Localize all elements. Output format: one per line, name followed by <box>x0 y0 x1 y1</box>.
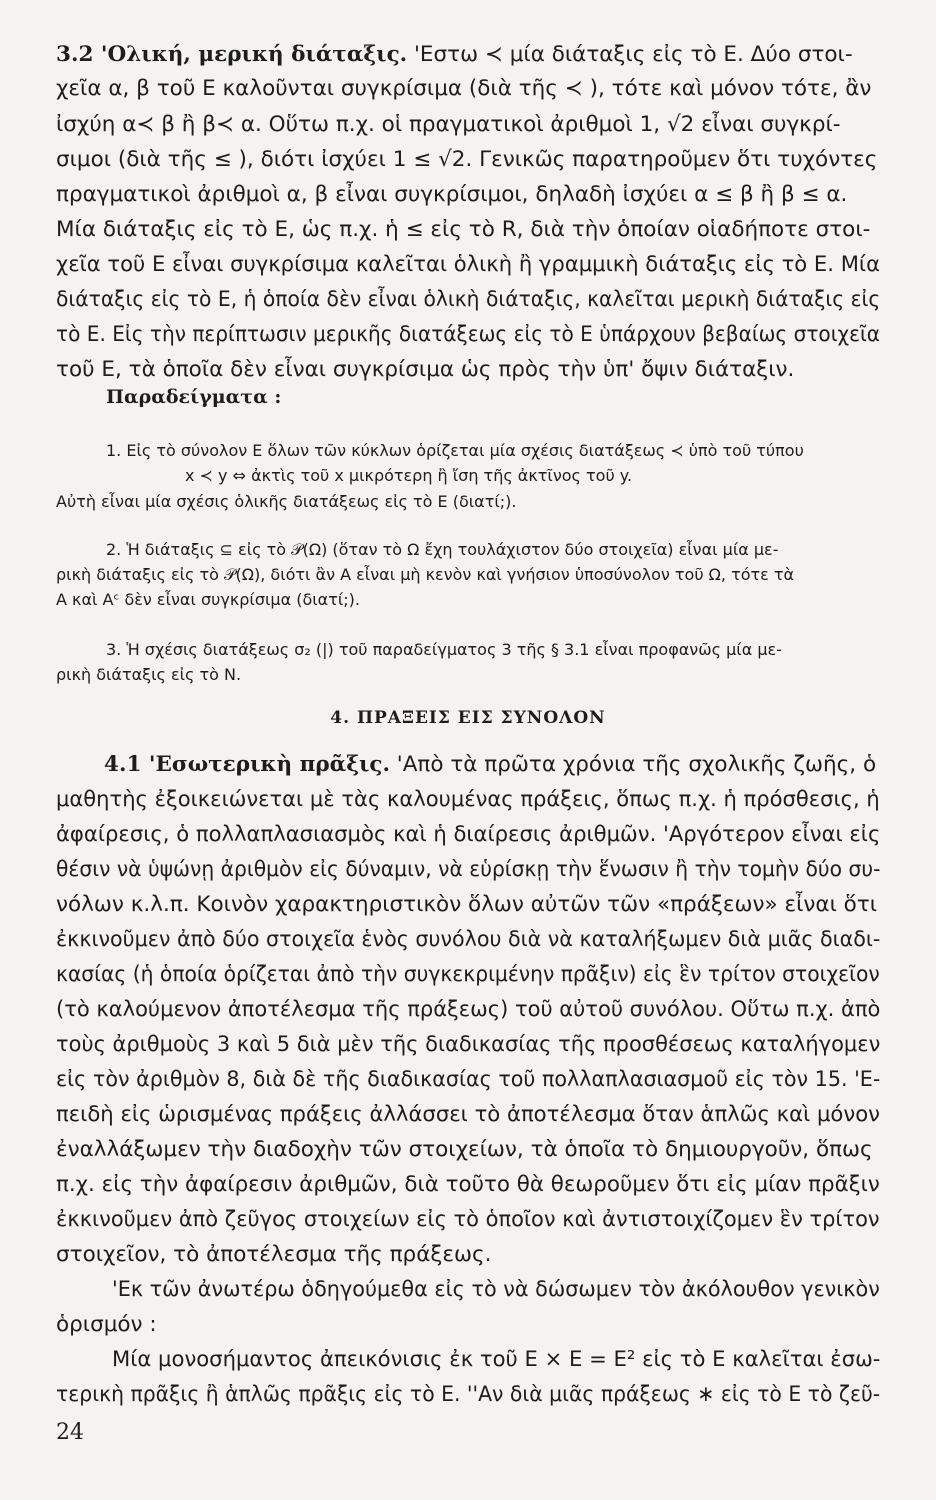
section-3-2-heading: 3.2 'Ολική, μερική διάταξις. <box>56 42 408 67</box>
text-line: Μία διάταξις εἰς τὸ Ε, ὡς π.χ. ἡ ≤ εἰς τὸ R, διὰ τὴν ὁποίαν οἱαδήποτε στοι- <box>56 217 871 242</box>
text-line: θέσιν νὰ ὑψώνῃ ἀριθμὸν εἰς δύναμιν, νὰ εὑρίσκῃ τὴν ἕνωσιν ἢ τὴν τομὴν δύο συ- <box>56 857 881 882</box>
text-line: πραγματικοὶ ἀριθμοὶ α, β εἶναι συγκρίσιμοι, δηλαδὴ ἰσχύει α ≤ β ἢ β ≤ α. <box>56 182 848 207</box>
text-line: π.χ. εἰς τὴν ἀφαίρεσιν ἀριθμῶν, διὰ τοῦτο θὰ θεωροῦμεν ὅτι εἰς μίαν πρᾶξιν <box>56 1172 880 1197</box>
text-line: ἀφαίρεσις, ὁ πολλαπλασιασμὸς καὶ ἡ διαίρεσις ἀριθμῶν. 'Αργότερον εἶναι εἰς <box>56 822 881 847</box>
text-line: ἐκκινοῦμεν ἀπὸ δύο στοιχεῖα ἑνὸς συνόλου διὰ νὰ καταλήξωμεν διὰ μιᾶς διαδι- <box>56 927 881 952</box>
text-line: τοῦ Ε, τὰ ὁποῖα δὲν εἶναι συγκρίσιμα ὡς πρὸς τὴν ὑπ' ὄψιν διάταξιν. <box>56 357 795 382</box>
example-1-line: 1. Εἰς τὸ σύνολον Ε ὅλων τῶν κύκλων ὁρίζεται μία σχέσις διατάξεως ≺ ὑπὸ τοῦ τύπου <box>106 441 804 460</box>
text-line: 'Απὸ τὰ πρῶτα χρόνια τῆς σχολικῆς ζωῆς, ὁ <box>396 752 877 777</box>
example-1-formula: x ≺ y ⇔ ἀκτὶς τοῦ x μικρότερη ἢ ἴση τῆς ἀκτῖνος τοῦ y. <box>185 466 633 485</box>
text-line: τοὺς ἀριθμοὺς 3 καὶ 5 διὰ μὲν τῆς διαδικασίας τῆς προσθέσεως καταλήγομεν <box>56 1032 881 1057</box>
text-line: ἐκκινοῦμεν ἀπὸ ζεῦγος στοιχείων εἰς τὸ ὁποῖον καὶ ἀντιστοιχίζομεν ἓν τρίτον <box>56 1207 880 1232</box>
text-line: κασίας (ἡ ὁποία ὁρίζεται ἀπὸ τὴν συγκεκριμένην πρᾶξιν) εἰς ἓν τρίτον στοιχεῖον <box>56 962 880 987</box>
text-line: χεῖα α, β τοῦ Ε καλοῦνται συγκρίσιμα (διὰ τῆς ≺ ), τότε καὶ μόνον τότε, ἂν <box>56 76 872 101</box>
text-line: πειδὴ εἰς ὡρισμένας πράξεις ἀλλάσσει τὸ ἀποτέλεσμα ὅταν ἁπλῶς καὶ μόνον <box>56 1102 880 1127</box>
example-1-line: Αὐτὴ εἶναι μία σχέσις ὁλικῆς διατάξεως εἰς τὸ Ε (διατί;). <box>56 492 517 511</box>
text-line: 'Εκ τῶν ἀνωτέρω ὁδηγούμεθα εἰς τὸ νὰ δώσωμεν τὸν ἀκόλουθον γενικὸν <box>112 1277 880 1302</box>
text-line: εἰς τὸν ἀριθμὸν 8, διὰ δὲ τῆς διαδικασίας τοῦ πολλαπλασιασμοῦ εἰς τὸν 15. 'Ε- <box>56 1067 881 1092</box>
text-line: χεῖα τοῦ Ε εἶναι συγκρίσιμα καλεῖται ὁλικὴ ἢ γραμμικὴ διάταξις εἰς τὸ Ε. Μία <box>56 252 880 277</box>
text-line: στοιχεῖον, τὸ ἀποτέλεσμα τῆς πράξεως. <box>56 1242 492 1267</box>
text-line: ἐναλλάξωμεν τὴν διαδοχὴν τῶν στοιχείων, τὰ ὁποῖα τὸ δημιουργοῦν, ὅπως <box>56 1137 873 1162</box>
example-2-line: 2. Ἡ διάταξις ⊆ εἰς τὸ 𝒫(Ω) (ὅταν τὸ Ω ἔχη τουλάχιστον δύο στοιχεῖα) εἶναι μία με- <box>106 540 779 559</box>
example-3-line: 3. Ἡ σχέσις διατάξεως σ₂ (|) τοῦ παραδείγματος 3 τῆς § 3.1 εἶναι προφανῶς μία με- <box>106 640 782 659</box>
example-2-line: ρικὴ διάταξις εἰς τὸ 𝒫(Ω), διότι ἂν Α εἶναι μὴ κενὸν καὶ γνήσιον ὑποσύνολον τοῦ Ω, τότε τὰ <box>56 565 795 584</box>
text-line: διάταξις εἰς τὸ Ε, ἡ ὁποία δὲν εἶναι ὁλικὴ διάταξις, καλεῖται μερικὴ διάταξις εἰς <box>56 287 881 312</box>
examples-heading: Παραδείγματα : <box>106 386 282 408</box>
definition-line: τερικὴ πρᾶξις ἢ ἁπλῶς πρᾶξις εἰς τὸ Ε. ''Αν διὰ μιᾶς πράξεως ∗ εἰς τὸ Ε τὸ ζεῦ- <box>56 1382 881 1407</box>
text-line: σιμοι (διὰ τῆς ≤ ), διότι ἰσχύει 1 ≤ √2. Γενικῶς παρατηροῦμεν ὅτι τυχόντες <box>56 147 878 172</box>
chapter-title: 4. ΠΡΑΞΕΙΣ ΕΙΣ ΣΥΝΟΛΟΝ <box>330 708 606 728</box>
text-line: ὁρισμόν : <box>56 1312 157 1337</box>
text-line: νόλων κ.λ.π. Κοινὸν χαρακτηριστικὸν ὅλων αὐτῶν τῶν «πράξεων» εἶναι ὅτι <box>56 892 878 917</box>
example-2-line: Α καὶ Αᶜ δὲν εἶναι συγκρίσιμα (διατί;). <box>56 590 360 609</box>
section-4-1-first-line <box>104 752 876 777</box>
text-line: 'Εστω ≺ μία διάταξις εἰς τὸ Ε. Δύο στοι- <box>414 42 853 67</box>
text-line: μαθητὴς ἐξοικειώνεται μὲ τὰς καλουμένας πράξεις, ὅπως π.χ. ἡ πρόσθεσις, ἡ <box>56 787 880 812</box>
section-3-2-first-line <box>56 42 853 67</box>
text-line: τὸ Ε. Εἰς τὴν περίπτωσιν μερικῆς διατάξεως εἰς τὸ Ε ὑπάρχουν βεβαίως στοιχεῖα <box>56 322 881 347</box>
definition-line: Μία μονοσήμαντος ἀπεικόνισις ἐκ τοῦ Ε × Ε = Ε² εἰς τὸ Ε καλεῖται ἐσω- <box>112 1347 881 1372</box>
text-line: ἰσχύη α≺ β ἢ β≺ α. Οὕτω π.χ. οἱ πραγματικοὶ ἀριθμοὶ 1, √2 εἶναι συγκρί- <box>56 112 841 137</box>
page-number: 24 <box>56 1420 84 1445</box>
section-4-1-heading: 4.1 'Εσωτερικὴ πρᾶξις. <box>104 752 390 777</box>
text-line: (τὸ καλούμενον ἀποτέλεσμα τῆς πράξεως) τοῦ αὐτοῦ συνόλου. Οὕτω π.χ. ἀπὸ <box>56 997 881 1022</box>
example-3-line: ρικὴ διάταξις εἰς τὸ N. <box>56 665 242 684</box>
